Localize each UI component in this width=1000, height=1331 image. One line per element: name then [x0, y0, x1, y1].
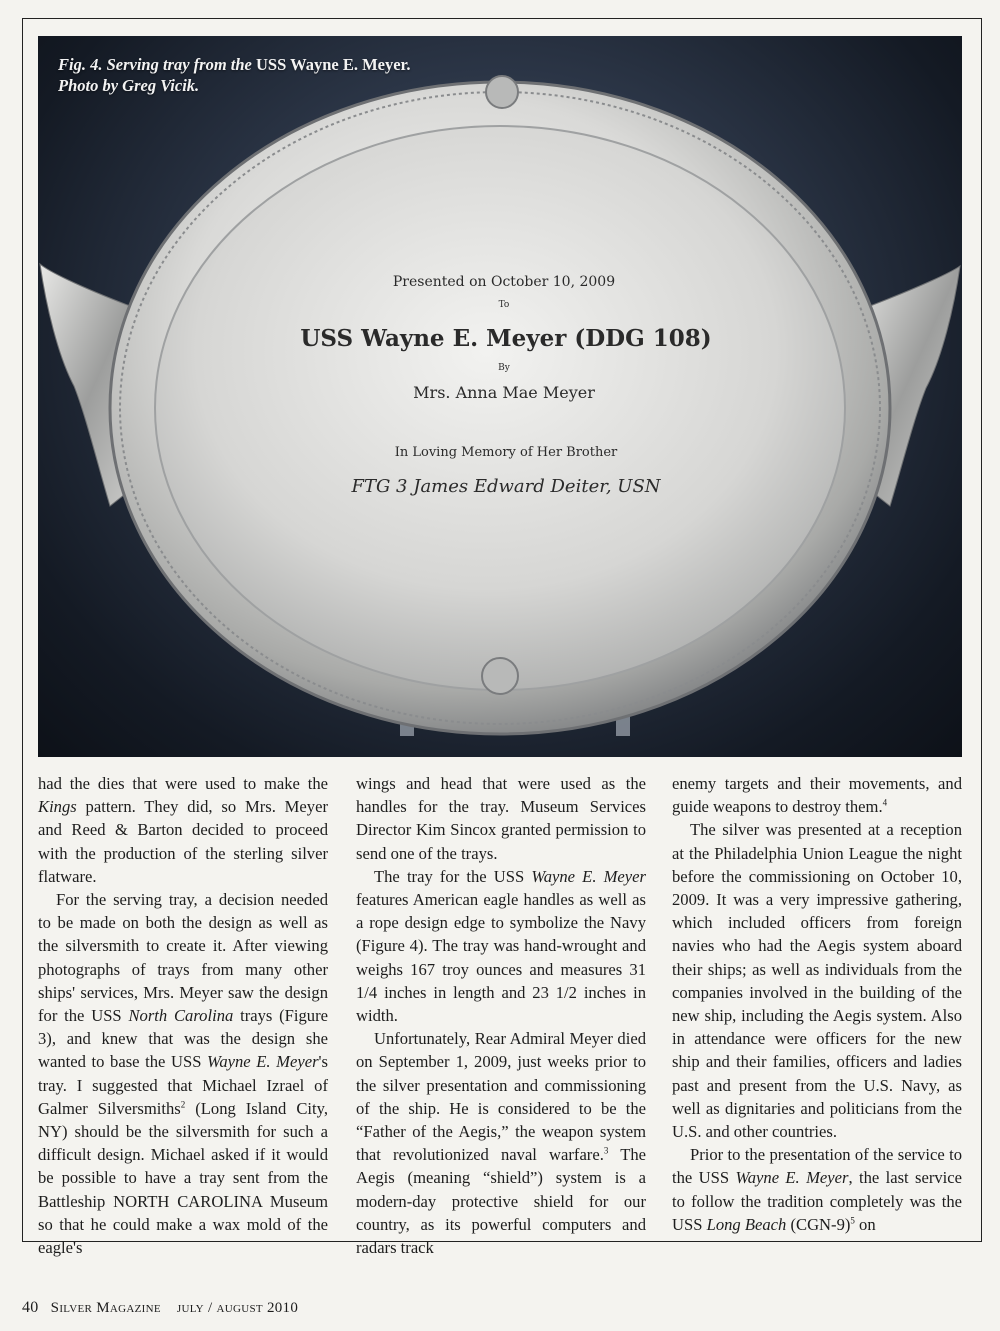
- caption-credit: Photo by Greg Vicik.: [58, 76, 200, 95]
- footnote-ref: 4: [882, 797, 888, 808]
- article-body: [38, 772, 962, 1258]
- medallion-top: [486, 76, 518, 108]
- paragraph: For the serving tray, a decision needed to be made on both the design as well as the silversmith to create it. After viewing photographs of trays from many other ships' services, Mrs. Meyer saw the design for the USS North Carolina trays (Figure 3), and knew that was the design she wanted to base the USS Wayne E. Meyer's tray. I suggested that Michael Izrael of Galmer Silversmiths$^2$ (Long Island City, NY) should be the silversmith for such a difficult design. Michael asked if it would be possible to have a tray sent from the Battleship NORTH CAROLINA Museum so that he could make a wax mold of the eagle's: [38, 890, 328, 1258]
- caption-ship: USS Wayne E. Meyer.: [256, 55, 411, 74]
- footnote-ref: 5: [850, 1215, 855, 1226]
- paragraph: The silver was presented at a reception at the Philadelphia Union League the night before the commissioning on October 10, 2009. It was a very impressive gathering, which included officers from foreign navies who had the Aegis system aboard their ships; as well as individuals from the companies involved in the building of the new ship, including the Aegis system. Also in attendance were officers for the new ship and their families, officers and ladies past and present from the U.S. Navy, as well as dignitaries and politicians from the U.S. and other countries.: [672, 820, 962, 1142]
- page-number: 40: [22, 1299, 39, 1316]
- figure-photo: [38, 36, 962, 757]
- engraving-line-1: Presented on October 10, 2009: [392, 274, 616, 290]
- engraving-line-3: USS Wayne E. Meyer (DDG 108): [300, 325, 712, 352]
- issue-date: july / august 2010: [176, 1300, 299, 1316]
- page-footer: [22, 1299, 298, 1317]
- paragraph: Unfortunately, Rear Admiral Meyer died on September 1, 2009, just weeks prior to the silver presentation and commissioning of the ship. He is considered to be the “Father of the Aegis,” the weapon system that revolutionized naval warfare.$^3$ The Aegis (meaning “shield”) system is a modern-day protective shield for our country, as its powerful computers and radars track: [356, 1029, 646, 1258]
- column-3: [672, 772, 962, 1236]
- serving-tray-image: [38, 36, 962, 757]
- paragraph: had the dies that were used to make the Kings pattern. They did, so Mrs. Meyer and Reed & Barton decided to proceed with the production of the sterling silver flatware.: [38, 774, 328, 886]
- paragraph: Prior to the presentation of the service to the USS Wayne E. Meyer, the last service to follow the tradition completely was the USS Long Beach $(CGN-9)^5$ on: [672, 1145, 962, 1234]
- tray-well: [155, 126, 845, 690]
- engraving-line-4: By: [498, 363, 510, 373]
- engraving-line-5: Mrs. Anna Mae Meyer: [413, 383, 595, 402]
- footnote-ref: 2: [180, 1099, 186, 1110]
- magazine-name: Silver Magazine: [50, 1300, 161, 1316]
- engraving-line-6: In Loving Memory of Her Brother: [394, 445, 618, 460]
- engraving-line-7: FTG 3 James Edward Deiter, USN: [351, 476, 661, 497]
- engraving-line-2: To: [498, 300, 510, 310]
- footnote-ref: 3: [603, 1145, 609, 1156]
- column-1: [38, 772, 328, 1259]
- paragraph: wings and head that were used as the handles for the tray. Museum Services Director Kim Sincox granted permission to send one of the trays.: [356, 774, 646, 863]
- paragraph: enemy targets and their movements, and guide weapons to destroy them.$^4$: [672, 774, 962, 817]
- caption-text: Fig. 4. Serving tray from the: [58, 55, 257, 74]
- medallion-bottom: [482, 658, 518, 694]
- paragraph: The tray for the USS Wayne E. Meyer features American eagle handles as well as a rope design edge to symbolize the Navy (Figure 4). The tray was hand-wrought and weighs 167 troy ounces and measures 31 1/4 inches in length and 23 1/2 inches in width.: [356, 866, 646, 1026]
- column-2: [356, 772, 646, 1259]
- figure-caption: [58, 54, 411, 96]
